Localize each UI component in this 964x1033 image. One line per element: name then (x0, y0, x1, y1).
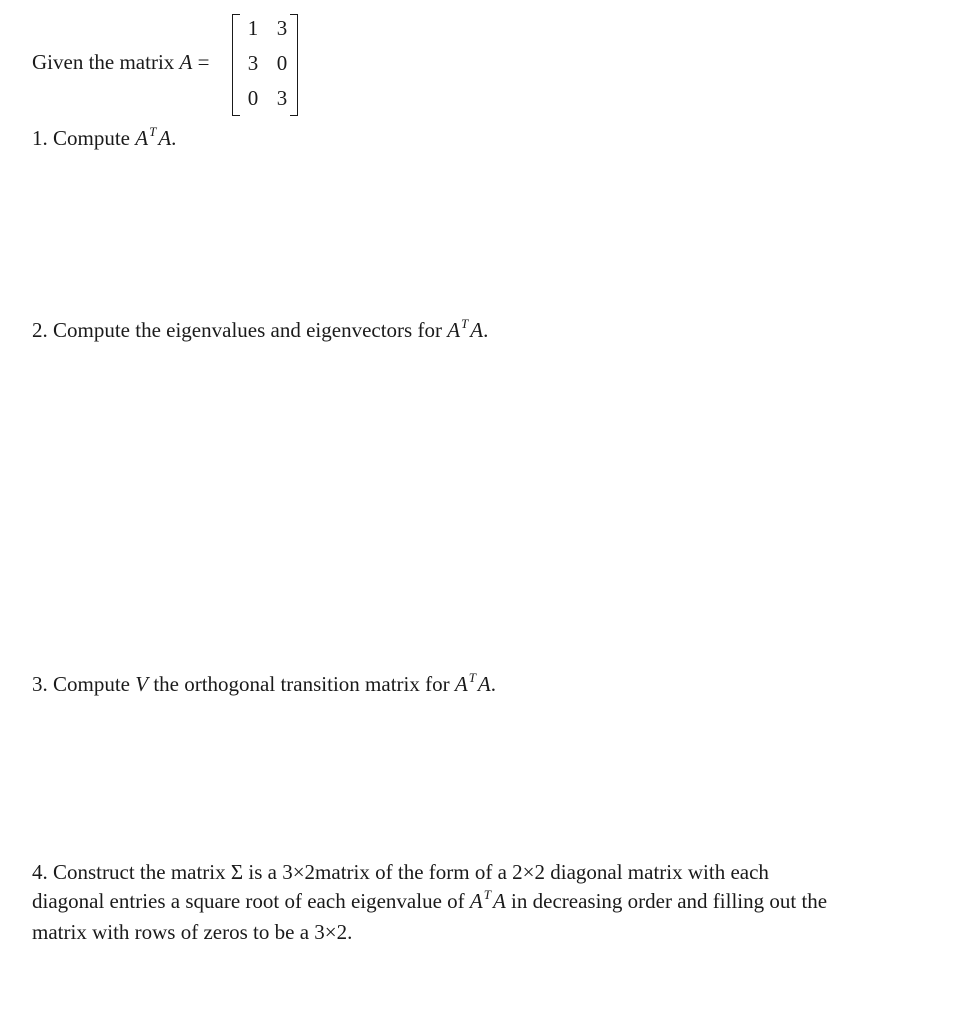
question-number: 3. (32, 672, 48, 696)
matrix-symbol: A (158, 126, 172, 150)
question-text: matrix of the form of a (315, 860, 507, 884)
question-4-line-2 (32, 887, 932, 918)
question-text: is a (248, 860, 277, 884)
transpose-superscript: T (483, 887, 491, 902)
matrix-definition-label (32, 50, 209, 75)
question-number: 4. (32, 860, 48, 884)
sigma-symbol: Σ (230, 860, 244, 884)
question-4-line-3 (32, 918, 932, 947)
matrix-symbol: A (492, 889, 506, 913)
transpose-superscript: T (461, 316, 469, 331)
question-number: 2. (32, 318, 48, 342)
question-text: matrix with rows of zeros to be a (32, 920, 310, 944)
dimension-3x2: 3×2 (314, 920, 348, 944)
left-bracket (232, 14, 240, 116)
matrix-symbol: A (454, 672, 468, 696)
transpose-superscript: T (149, 124, 157, 139)
question-text: Compute the eigenvalues and eigenvectors for (53, 318, 442, 342)
dimension-3x2: 3×2 (282, 860, 316, 884)
question-number: 1. (32, 126, 48, 150)
question-3 (32, 672, 496, 697)
equals-sign: = (197, 50, 210, 74)
matrix-symbol: A (477, 672, 491, 696)
matrix-a (232, 14, 298, 114)
matrix-cell: 0 (276, 51, 288, 75)
matrix-cell: 3 (247, 51, 259, 75)
question-text: in decreasing order and filling out the (511, 889, 828, 913)
question-2 (32, 318, 488, 343)
intro-text: Given the matrix (32, 50, 175, 74)
question-text: diagonal matrix with each (550, 860, 769, 884)
matrix-symbol: A (447, 318, 461, 342)
period: . (171, 126, 177, 150)
matrix-cell: 3 (276, 86, 288, 110)
question-4-line-1 (32, 858, 932, 887)
question-1 (32, 126, 176, 151)
question-text: Compute (53, 672, 130, 696)
question-text: Construct the matrix (53, 860, 226, 884)
question-text: diagonal entries a square root of each eigenvalue of (32, 889, 465, 913)
question-4 (32, 858, 932, 947)
v-symbol: V (135, 672, 149, 696)
period: . (347, 920, 353, 944)
matrix-symbol: A (470, 318, 484, 342)
right-bracket (290, 14, 298, 116)
matrix-cell: 3 (276, 16, 288, 40)
matrix-symbol: A (469, 889, 483, 913)
matrix-cell: 0 (247, 86, 259, 110)
question-text: the orthogonal transition matrix for (153, 672, 450, 696)
period: . (490, 672, 496, 696)
question-text: Compute (53, 126, 130, 150)
matrix-symbol: A (135, 126, 149, 150)
period: . (483, 318, 489, 342)
transpose-superscript: T (468, 670, 476, 685)
matrix-cell: 1 (247, 16, 259, 40)
dimension-2x2: 2×2 (512, 860, 545, 884)
matrix-symbol: A (179, 50, 193, 74)
